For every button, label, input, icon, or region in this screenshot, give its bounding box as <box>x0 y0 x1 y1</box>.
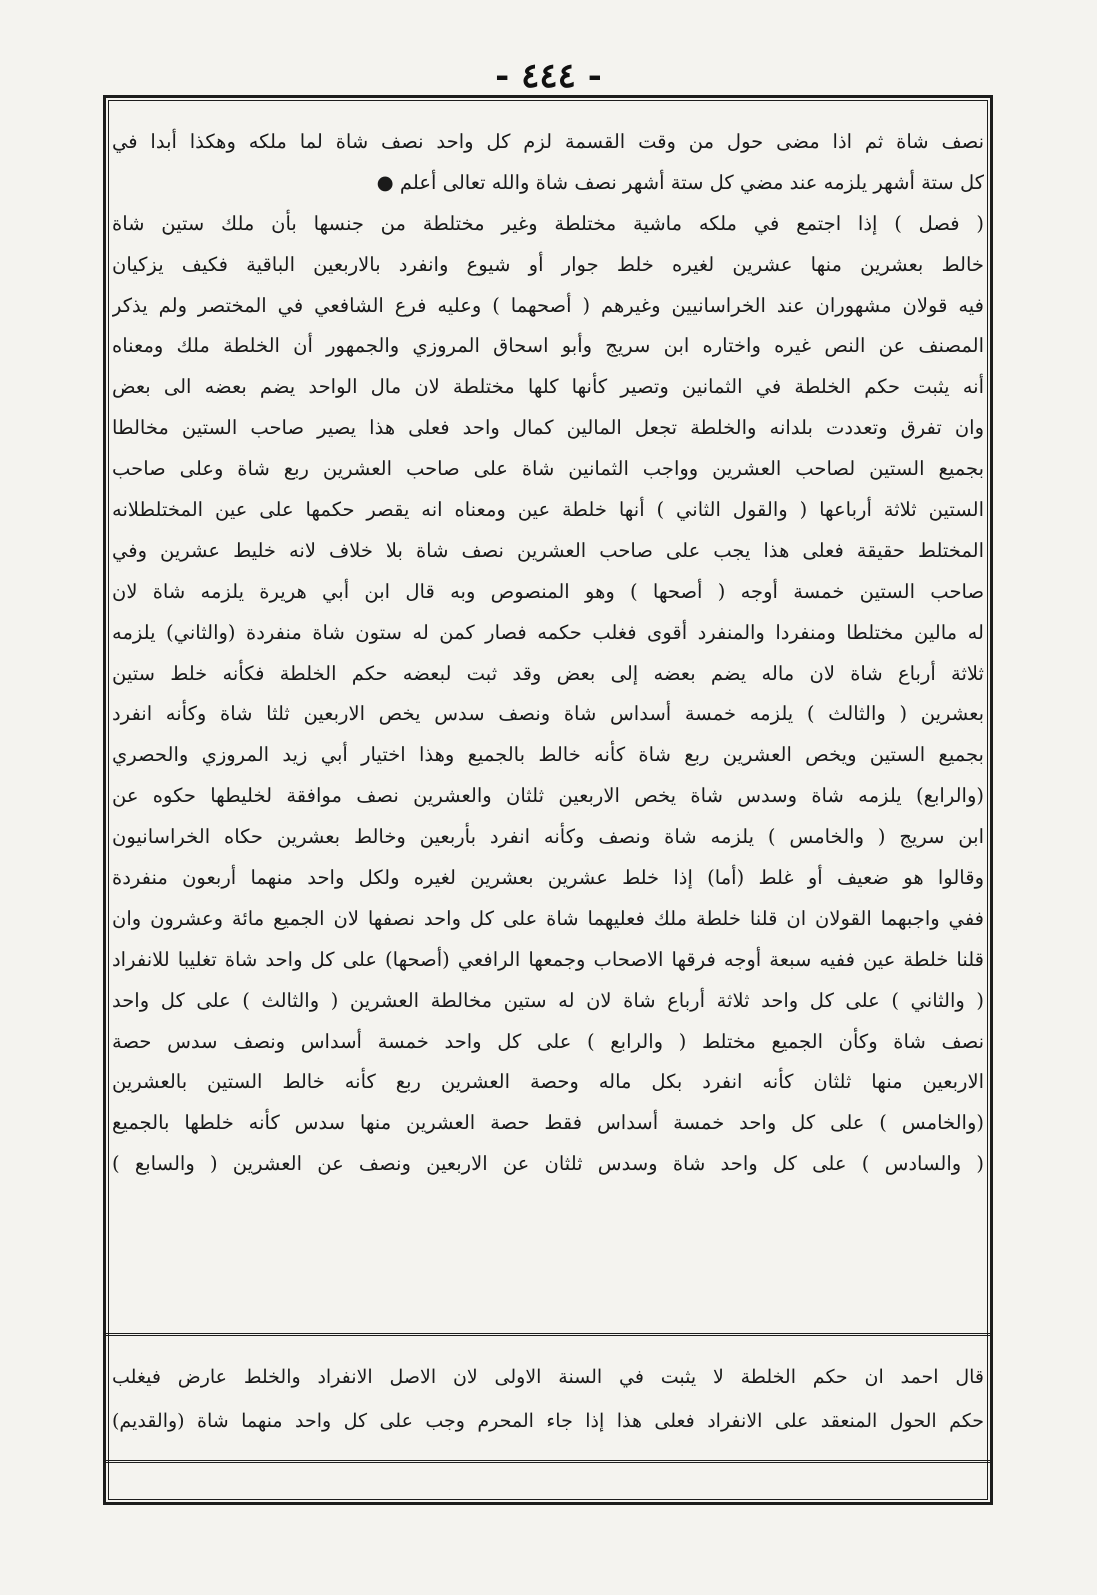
text-line: كل ستة أشهر يلزمه عند مضي كل ستة أشهر نصف شاة والله تعالى أعلم ● <box>376 170 984 194</box>
section-divider <box>106 1333 990 1336</box>
text-line: ابن سريج ( والخامس ) يلزمه شاة ونصف وكأنه انفرد بأربعين وخالط بعشرين حكاه الخراسانيون <box>112 825 984 849</box>
text-line: نصف شاة وكأن الجميع مختلط ( والرابع ) على كل واحد خمسة أسداس ونصف سدس حصة <box>112 1029 984 1053</box>
text-line: فيه قولان مشهوران عند الخراسانيين وغيرهم ( أصحهما ) وعليه فرع الشافعي في المختصر ولم يذكر <box>112 293 984 317</box>
text-line: خالط بعشرين منها عشرين لغيره خلط جوار أو شيوع وانفرد بالاربعين الباقية فكيف يزكيان <box>112 252 984 276</box>
text-line: قلنا خلطة عين ففيه سبعة أوجه فرقها الاصحاب وجمعها الرافعي (أصحها) على كل واحد شاة تغليبا للانفراد <box>112 947 984 971</box>
main-text-body <box>112 122 984 1322</box>
text-line: أنه يثبت حكم الخلطة في الثمانين وتصير كأنها كلها مختلطة لان مال الواحد يضم بعضه الى بعض <box>112 375 984 399</box>
text-line: بعشرين ( والثالث ) يلزمه خمسة أسداس شاة ونصف سدس يخص الاربعين ثلثا شاة وكأنه انفرد <box>112 702 984 726</box>
commentary-line: قال احمد ان حكم الخلطة لا يثبت في السنة الاولى لان الاصل الانفراد والخلط عارض فيغلب <box>112 1366 984 1388</box>
text-line: صاحب الستين خمسة أوجه ( أصحها ) وهو المنصوص وبه قال ابن أبي هريرة يلزمه شاة لان <box>112 579 984 603</box>
text-line: بجميع الستين لصاحب العشرين وواجب الثمانين شاة على صاحب العشرين ربع شاة وعلى صاحب <box>112 457 984 481</box>
text-line: ( والسادس ) على كل واحد شاة وسدس ثلثان عن الاربعين ونصف عن العشرين ( والسابع ) <box>112 1152 984 1176</box>
text-line: ففي واجبهما القولان ان قلنا خلطة ملك فعليهما شاة على كل واحد نصفها لان الجميع مائة وعشرون وان <box>112 906 984 930</box>
text-line: (والرابع) يلزمه شاة وسدس شاة يخص الاربعين ثلثان والعشرين نصف موافقة لخليطها حكوه عن <box>112 784 984 808</box>
text-line: ( والثاني ) على كل واحد ثلاثة أرباع شاة لان له ستين مخالطة العشرين ( والثالث ) على كل واحد <box>112 988 984 1012</box>
bottom-divider <box>106 1460 990 1463</box>
commentary-line: حكم الحول المنعقد على الانفراد فعلى هذا إذا جاء المحرم وجب على كل واحد منهما شاة (والقديم) <box>112 1410 984 1432</box>
text-line: المختلط حقيقة فعلى هذا يجب على صاحب العشرين نصف شاة بلا خلاف لانه خليط عشرين وفي <box>112 538 984 562</box>
text-line: الاربعين منها ثلثان كأنه انفرد بكل ماله وحصة العشرين ربع كأنه خالط الستين بالعشرين <box>112 1070 984 1094</box>
text-line: وان تفرق وتعددت بلدانه والخلطة تجعل المالين كمال واحد فعلى هذا يصير صاحب الستين مخالطا <box>112 416 984 440</box>
text-line: نصف شاة ثم اذا مضى حول من وقت القسمة لزم كل واحد نصف شاة لما ملكه وهكذا أبدا في <box>112 130 984 153</box>
text-line: بجميع الستين ويخص العشرين ربع شاة كأنه خالط بالجميع وهذا اختيار أبي زيد المروزي والحصري <box>112 743 984 767</box>
text-line: ثلاثة أرباع شاة لان ماله يضم بعضه إلى بعض وقد ثبت لبعضه حكم الخلطة فكأنه خلط ستين <box>112 661 984 685</box>
text-line: ( فصل ) إذا اجتمع في ملكه ماشية مختلطة وغير مختلطة من جنسها بأن ملك ستين شاة <box>112 211 984 235</box>
commentary-body <box>112 1355 984 1443</box>
text-line: الستين ثلاثة أرباعها ( والقول الثاني ) أنها خلطة عين ومعناه انه يقصر حكمها على عين المختلطلانه <box>112 498 984 522</box>
text-line: (والخامس ) على كل واحد خمسة أسداس فقط حصة العشرين منها سدس كأنه خلطها بالجميع <box>112 1111 984 1135</box>
text-line: له مالين مختلطا ومنفردا والمنفرد أقوى فغلب حكمه فصار كمن له ستون شاة منفردة (والثاني) يلزمه <box>112 620 984 644</box>
text-line: المصنف عن النص غيره واختاره ابن سريج وأبو اسحاق المروزي والجمهور أن الخلطة ملك ومعناه <box>112 334 984 358</box>
page-number: - ٤٤٤ - <box>495 56 602 96</box>
text-line: وقالوا هو ضعيف أو غلط (أما) إذا خلط عشرين بعشرين لغيره ولكل واحد منهما أربعون منفردة <box>112 866 984 890</box>
